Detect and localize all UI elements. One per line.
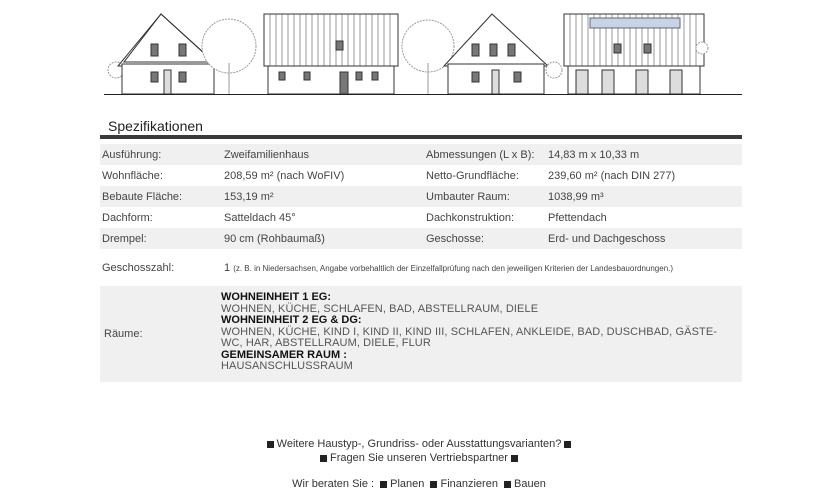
spec-table	[100, 144, 742, 287]
unit-heading: GEMEINSAMER RAUM :	[221, 348, 347, 361]
rooms-content	[221, 292, 736, 373]
rooms-section	[100, 286, 742, 382]
spec-label: Geschosse:	[424, 228, 546, 249]
spec-value: Pfettendach	[548, 211, 607, 224]
spec-label: Bebaute Fläche:	[100, 186, 222, 207]
spec-row	[100, 207, 742, 228]
spec-value: Satteldach 45°	[224, 211, 296, 224]
spec-row	[100, 228, 742, 249]
geschosszahl-value	[222, 249, 742, 287]
spec-label: Abmessungen (L x B):	[424, 144, 546, 165]
spec-value: 90 cm (Rohbaumaß)	[222, 228, 424, 249]
advise-label: Wir beraten Sie :	[292, 478, 375, 490]
bullet-square-icon	[504, 481, 511, 488]
spec-row	[100, 165, 742, 186]
bullet-square-icon	[267, 441, 274, 448]
unit-heading: WOHNEINHEIT 2 EG & DG:	[221, 314, 362, 326]
spec-value: 1038,99 m³	[546, 186, 742, 207]
spec-value: 153,19 m²	[222, 186, 424, 207]
spec-value: 239,60 m² (nach DIN 277)	[548, 169, 676, 182]
footer-contact: Fragen Sie unseren Vertriebspartner	[330, 452, 508, 464]
bullet-square-icon	[564, 441, 571, 448]
spec-row	[100, 144, 742, 165]
bullet-square-icon	[320, 455, 327, 462]
spec-label: Netto-Grundfläche:	[426, 169, 519, 182]
footer-line-1	[0, 438, 838, 450]
advise-item-finanzieren: Finanzieren	[440, 478, 498, 490]
spec-row-geschosszahl	[100, 249, 742, 287]
rooms-label: Räume:	[104, 328, 143, 340]
unit-heading: WOHNEINHEIT 1 EG:	[221, 291, 332, 303]
bullet-square-icon	[380, 481, 387, 488]
ground-line	[104, 94, 742, 95]
spec-label: Ausführung:	[100, 144, 222, 165]
advise-item-planen: Planen	[390, 478, 425, 490]
geschosszahl-number: 1	[224, 262, 231, 274]
spec-label: Wohnfläche:	[102, 169, 163, 182]
bullet-square-icon	[511, 455, 518, 462]
footer-advise	[0, 478, 838, 490]
unit-rooms: HAUSANSCHLUSSRAUM	[221, 360, 353, 372]
footer-line-2	[0, 452, 838, 464]
bullet-square-icon	[430, 481, 437, 488]
spec-label: Drempel:	[100, 228, 222, 249]
title-divider	[100, 135, 742, 139]
section-title: Spezifikationen	[108, 118, 203, 134]
footer-question: Weitere Haustyp-, Grundriss- oder Ausstattungsvarianten?	[276, 438, 562, 450]
spec-label: Dachform:	[102, 211, 153, 224]
spec-label: Geschosszahl:	[102, 262, 175, 274]
house-elevation-drawings	[104, 8, 742, 94]
spec-value: Erd- und Dachgeschoss	[546, 228, 742, 249]
spec-value: 14,83 m x 10,33 m	[546, 144, 742, 165]
unit-rooms: WOHNEN, KÜCHE, KIND I, KIND II, KIND III, SCHLAFEN, ANKLEIDE, BAD, DUSCHBAD, GÄSTE-WC, HAR, ABSTELLRAUM, DIELE, FLUR	[221, 325, 718, 349]
spec-value: 208,59 m² (nach WoFIV)	[224, 169, 345, 182]
geschosszahl-note: (z. B. in Niedersachsen, Angabe vorbehaltlich der Einzelfallprüfung nach den jeweiligen Kriterien der Landesbauordnungen.)	[233, 264, 674, 273]
unit-rooms: WOHNEN, KÜCHE, SCHLAFEN, BAD, ABSTELLRAUM, DIELE	[221, 302, 539, 315]
spec-label: Umbauter Raum:	[424, 186, 546, 207]
spec-label: Dachkonstruktion:	[426, 211, 515, 224]
advise-item-bauen: Bauen	[514, 478, 546, 490]
spec-row	[100, 186, 742, 207]
spec-value: Zweifamilienhaus	[222, 144, 424, 165]
